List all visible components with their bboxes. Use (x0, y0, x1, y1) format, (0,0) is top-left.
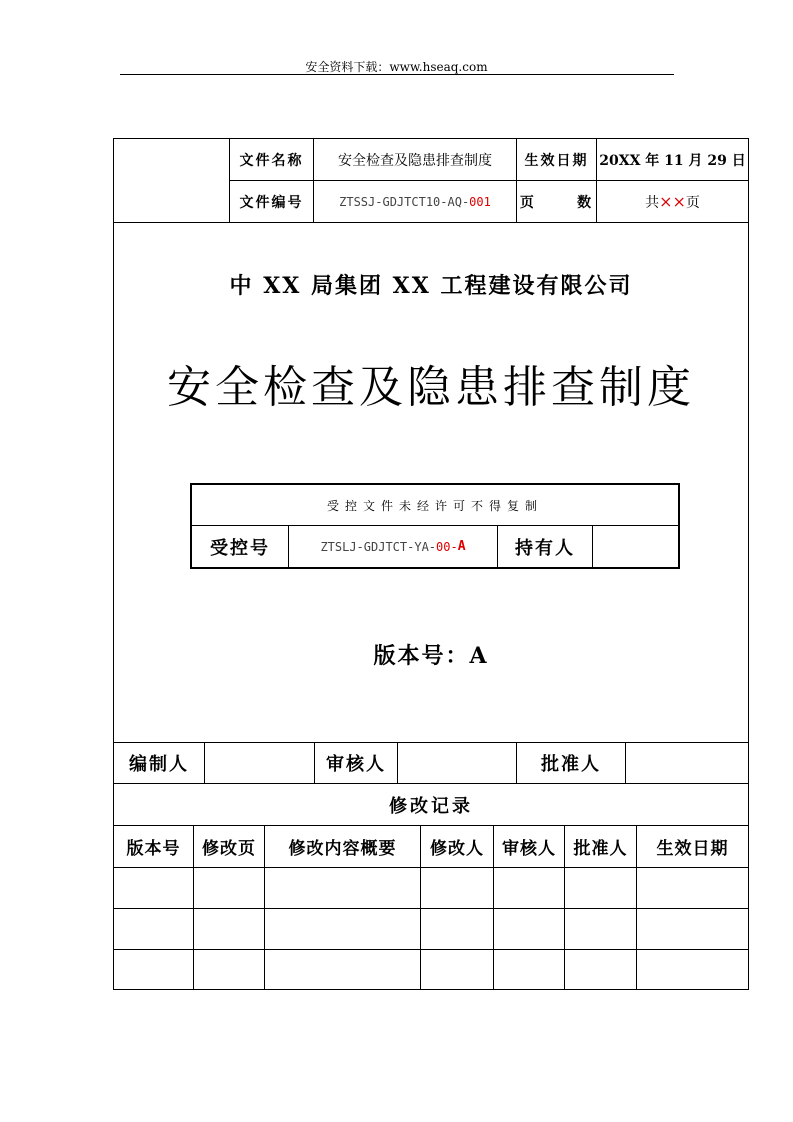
file-name-label: 文件名称 (239, 152, 304, 169)
control-number-mid: 00- (436, 539, 458, 554)
author-label: 编制人 (129, 754, 189, 775)
revision-col-version: 版本号 (126, 839, 181, 859)
header-rule (120, 74, 674, 75)
control-number-value (289, 526, 497, 567)
document-title: 安全检查及隐患排查制度 (167, 362, 695, 413)
approver-label: 批准人 (541, 754, 601, 775)
revision-col-approver: 批准人 (573, 839, 628, 859)
page-count-label: 页 数 (519, 194, 594, 211)
holder-label: 持有人 (515, 537, 575, 559)
revision-col-effective-date: 生效日期 (656, 839, 729, 859)
revision-col-page: 修改页 (202, 839, 256, 859)
meta-bottom-border (114, 222, 748, 223)
approver-value (626, 743, 748, 783)
company-name: 中 XX 局集团 XX 工程建设有限公司 (229, 273, 633, 299)
revision-record-title: 修改记录 (389, 795, 473, 817)
controlled-copy-box (190, 483, 680, 569)
page-count-placeholder: ×× (659, 192, 686, 211)
effective-date-label: 生效日期 (524, 152, 589, 169)
control-number-suffix: A (457, 539, 466, 554)
page-count-suffix: 页 (685, 194, 700, 211)
revision-col-modifier: 修改人 (430, 839, 484, 859)
file-name-value: 安全检查及隐患排查制度 (338, 152, 492, 169)
reviewer-value (398, 743, 516, 783)
version-number: 版本号：A (373, 643, 489, 669)
file-number-suffix: 001 (469, 194, 491, 209)
file-number-value (314, 181, 516, 222)
revision-col-summary: 修改内容概要 (288, 839, 397, 859)
holder-value (593, 526, 678, 567)
controlled-copy-notice: 受控文件未经许可不得复制 (326, 498, 543, 513)
control-number-prefix: ZTSLJ-GDJTCT-YA- (320, 539, 437, 554)
revision-col-reviewer: 审核人 (502, 839, 556, 859)
file-number-label: 文件编号 (239, 194, 304, 211)
page-count-value (597, 181, 748, 222)
author-value (205, 743, 314, 783)
document-cover-sheet (113, 138, 749, 990)
page-header: 安全资料下载：www.hseaq.com (305, 60, 488, 74)
page-count-prefix: 共 (645, 194, 660, 211)
reviewer-label: 审核人 (326, 754, 386, 775)
file-number-prefix: ZTSSJ-GDJTCT10-AQ- (339, 194, 470, 209)
control-number-label: 受控号 (210, 537, 270, 559)
effective-date-value: 20XX 年 11 月 29 日 (599, 152, 746, 169)
